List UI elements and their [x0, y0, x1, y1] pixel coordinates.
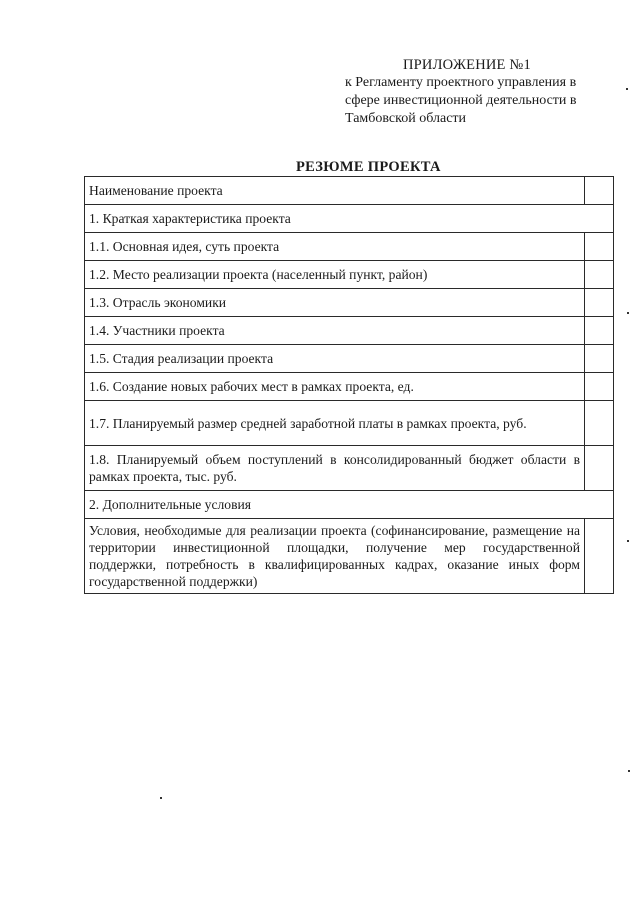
table-row — [85, 401, 614, 446]
table-row — [85, 373, 614, 401]
row-label: 1.8. Планируемый объем поступлений в консолидированный бюджет области в рамках проекта, тыс. руб. — [85, 446, 585, 491]
value-cell — [585, 373, 614, 401]
row-label: 1.3. Отрасль экономики — [85, 289, 585, 317]
project-resume-table — [84, 176, 614, 594]
value-cell — [585, 401, 614, 446]
value-cell — [585, 289, 614, 317]
value-cell — [585, 233, 614, 261]
table-row — [85, 261, 614, 289]
table-row — [85, 317, 614, 345]
value-cell — [585, 177, 614, 205]
value-cell — [585, 446, 614, 491]
scan-speck — [626, 88, 628, 90]
appendix-line: сфере инвестиционной деятельности в — [345, 93, 577, 108]
appendix-line: Тамбовской области — [345, 111, 467, 126]
value-cell — [585, 345, 614, 373]
scan-speck — [627, 312, 629, 314]
document-title: РЕЗЮМЕ ПРОЕКТА — [296, 159, 441, 175]
row-label: 1.2. Место реализации проекта (населенный пункт, район) — [85, 261, 585, 289]
appendix-block — [345, 56, 615, 128]
value-cell — [585, 317, 614, 345]
section-heading: 2. Дополнительные условия — [85, 491, 614, 519]
section-heading: 1. Краткая характеристика проекта — [85, 205, 614, 233]
appendix-heading: ПРИЛОЖЕНИЕ №1 — [403, 57, 531, 73]
table-row — [85, 205, 614, 233]
table-row — [85, 345, 614, 373]
value-cell — [585, 261, 614, 289]
scan-speck — [627, 540, 629, 542]
scan-speck — [628, 770, 630, 772]
table-row — [85, 289, 614, 317]
row-label: Условия, необходимые для реализации проекта (софинансирование, размещение на территории инвестиционной площадки, получение мер государственной поддержки, потребность в квалифицированных кадрах, оказание иных форм государственной поддержки) — [85, 519, 585, 594]
appendix-line: к Регламенту проектного управления в — [345, 75, 577, 90]
table-row — [85, 491, 614, 519]
table-row — [85, 446, 614, 491]
table-row — [85, 233, 614, 261]
value-cell — [585, 519, 614, 594]
scan-speck — [160, 797, 162, 799]
row-label: 1.5. Стадия реализации проекта — [85, 345, 585, 373]
row-label: 1.1. Основная идея, суть проекта — [85, 233, 585, 261]
row-label: 1.4. Участники проекта — [85, 317, 585, 345]
table-row — [85, 177, 614, 205]
row-label: Наименование проекта — [85, 177, 585, 205]
row-label: 1.7. Планируемый размер средней заработной платы в рамках проекта, руб. — [85, 401, 585, 446]
row-label: 1.6. Создание новых рабочих мест в рамках проекта, ед. — [85, 373, 585, 401]
table-row — [85, 519, 614, 594]
